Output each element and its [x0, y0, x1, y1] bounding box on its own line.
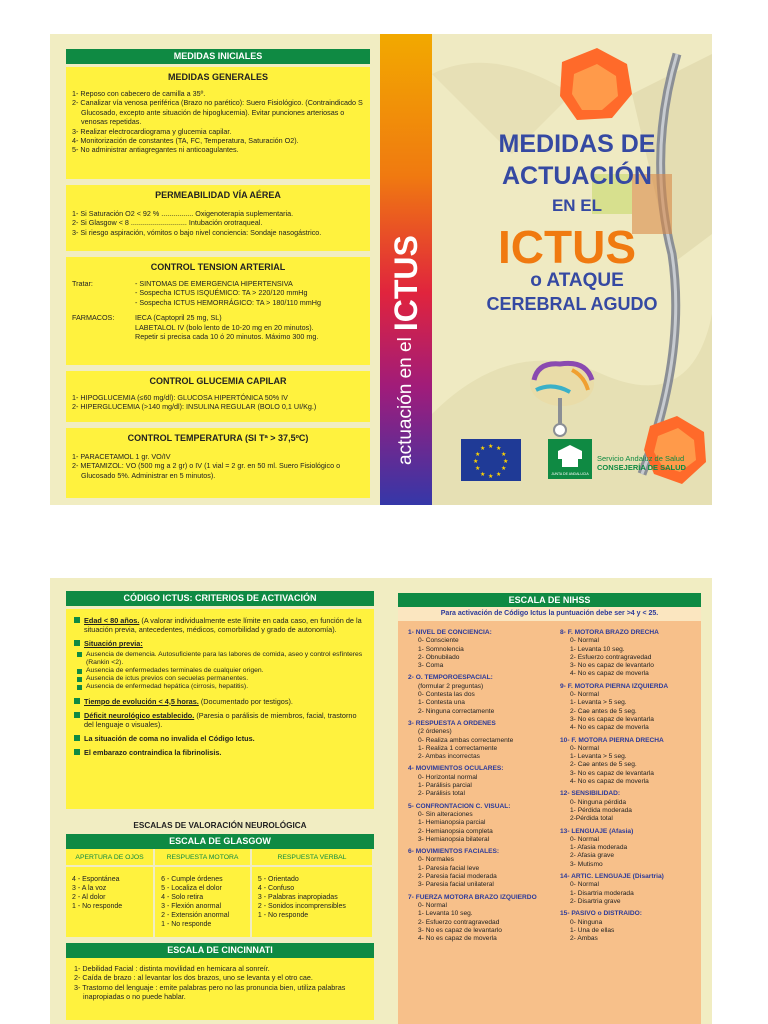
- glasgow-item: 1 - No responde: [161, 921, 212, 928]
- nihss-item-heading: 4- MOVIMIENTOS OCULARES:: [408, 765, 504, 773]
- nihss-left-column: [408, 629, 558, 943]
- glucemia-list: [72, 393, 364, 412]
- list-item: 3- Realizar electrocardiograma y glucemia capilar.: [72, 126, 232, 136]
- glasgow-item: 5 - Localiza el dolor: [161, 885, 222, 892]
- cover-title-line3: EN EL: [551, 196, 603, 215]
- glucemia-box: [66, 371, 370, 422]
- nihss-option: 0- Normal: [570, 835, 599, 843]
- list-item: 1- HIPOGLUCEMIA (≤60 mg/dl): GLUCOSA HIPERTÓNICA 50% IV: [72, 393, 288, 402]
- spine-text-big: ICTUS: [387, 235, 424, 332]
- nihss-option: 2- Cae antes de 5 seg.: [570, 707, 637, 715]
- situacion-previa-item: Ausencia de enfermedad hepática (cirrosis, hepatitis).: [74, 683, 366, 691]
- junta-andalucia-logo: [548, 439, 592, 479]
- svg-text:★: ★: [480, 446, 486, 452]
- tratar-list: [126, 279, 321, 307]
- situacion-previa-item: Ausencia de enfermedades terminales de cualquier origen.: [74, 667, 366, 675]
- brochure-cover: [432, 34, 712, 505]
- nihss-option: 2- Ambas incorrectas: [418, 753, 480, 761]
- nihss-option: 3- No es capaz de levantarlo: [418, 926, 502, 934]
- nihss-option: 0- Ninguna: [570, 918, 603, 926]
- nihss-header: ESCALA DE NIHSS: [398, 593, 701, 607]
- nihss-option: 0- Normal: [570, 637, 599, 645]
- nihss-option: 3- Coma: [418, 662, 444, 670]
- nihss-item-heading: 14- ARTIC. LENGUAJE (Disartria): [560, 873, 664, 881]
- farmacos-label: FARMACOS:: [72, 313, 115, 323]
- glasgow-item: 3 - A la voz: [72, 885, 107, 892]
- nihss-option: 1- Levanta 10 seg.: [418, 910, 473, 918]
- nihss-panel: [398, 593, 701, 1024]
- list-item: IECA (Captopril 25 mg, SL): [135, 313, 222, 323]
- nihss-option: 0- Normal: [570, 744, 599, 752]
- list-item: 1- Si Saturación O2 < 92 % ................ Oxigenoterapia suplementaria.: [72, 209, 294, 218]
- nihss-note: Para activación de Código Ictus la puntuación debe ser >4 y < 25.: [398, 607, 701, 621]
- nihss-option: 3- Hemianopsia bilateral: [418, 835, 490, 843]
- svg-text:★: ★: [488, 474, 494, 480]
- nihss-item-heading: 3- RESPUESTA A ORDENES: [408, 719, 496, 727]
- codigo-ictus-column: [66, 591, 374, 1020]
- criterio-situacion-previa: Situación previa:: [74, 639, 366, 648]
- nihss-option: 3- Paresia facial unilateral: [418, 881, 494, 889]
- via-aerea-list: [72, 209, 364, 237]
- glasgow-item: 5 - Orientado: [257, 876, 299, 883]
- nihss-option: 1- Disartria moderada: [570, 889, 634, 897]
- nihss-item-heading: 15- PASIVO o DISTRAIDO:: [560, 910, 642, 918]
- nihss-item-heading: 10- F. MOTORA PIERNA DRECHA: [560, 736, 664, 744]
- svg-text:★: ★: [503, 459, 509, 465]
- list-item: - Sospecha ICTUS ISQUÉMICO: TA > 220/120 mmHg: [135, 288, 308, 298]
- glasgow-item: 2 - Extensión anormal: [161, 912, 230, 919]
- nihss-item-heading: 7- FUERZA MOTORA BRAZO IZQUIERDO: [408, 893, 537, 901]
- svg-text:★: ★: [501, 466, 507, 472]
- via-aerea-title: PERMEABILIDAD VÍA AÉREA: [155, 190, 281, 200]
- criterio-edad: Edad < 80 años. (A valorar individualmente este límite en cada caso, en función de la situación previa, antecedentes, médicos, comorbilidad y grado de autonomía).: [74, 616, 366, 634]
- list-item: 4- Monitorización de constantes (TA, FC, Temperatura, Saturación O2).: [72, 136, 299, 146]
- nihss-option: 1- Contesta una: [418, 699, 465, 707]
- nihss-option: 3- No es capaz de levantarlo: [570, 662, 654, 670]
- nihss-option: 0- Ninguna pérdida: [570, 798, 627, 806]
- nihss-option: 1- Somnolencia: [418, 645, 464, 653]
- nihss-option: 1- Parálisis parcial: [418, 782, 472, 790]
- nihss-option: 0- Normales: [418, 856, 454, 864]
- nihss-option: (formular 2 preguntas): [418, 682, 484, 690]
- glasgow-item: 4 - Solo retira: [161, 894, 204, 901]
- list-item: Repetir si precisa cada 10 ó 20 minutos. Máximo 300 mg.: [135, 332, 319, 342]
- nihss-item-heading: 9- F. MOTORA PIERNA IZQUIERDA: [560, 682, 669, 690]
- svg-text:★: ★: [473, 459, 479, 465]
- nihss-option: 2- Esfuerzo contragravedad: [418, 918, 500, 926]
- glasgow-col-verbal: RESPUESTA VERBAL: [251, 849, 373, 866]
- list-item: 2- Canalizar vía venosa periférica (Brazo no parético): Suero Fisiológico. (Contraindicado S Glucosado, excepto ante situación de hipoglucemia). Evitar punciones arteriosas o venosas repetidas.: [72, 98, 363, 127]
- list-item: 3- Si riesgo aspiración, vómitos o bajo nivel conciencia: Sondaje nasogástrico.: [72, 227, 322, 237]
- list-item: 2- HIPERGLUCEMIA (>140 mg/dl): INSULINA REGULAR (BOLO 0,1 UI/Kg.): [72, 402, 317, 412]
- criterio-embarazo: El embarazo contraindica la fibrinolisis.: [74, 748, 366, 757]
- sas-line1: Servicio Andaluz de Salud: [597, 454, 685, 463]
- codigo-ictus-header: CÓDIGO ICTUS: CRITERIOS DE ACTIVACIÓN: [66, 591, 374, 606]
- list-item: 2- Si Glasgow < 8 ............................ Intubación orotraqueal.: [72, 218, 263, 228]
- nihss-option: 3- No es capaz de levantarla: [570, 715, 654, 723]
- cover-title-line6: CEREBRAL AGUDO: [486, 294, 658, 314]
- cincinnati-list: [74, 964, 366, 1002]
- nihss-right-column: [560, 629, 700, 943]
- nihss-option: 2- Obnubilado: [418, 653, 460, 661]
- nihss-option: 0- Consciente: [418, 637, 459, 645]
- criterios-box: [66, 609, 374, 809]
- glasgow-motora-list: [154, 866, 251, 937]
- junta-logo-text: JUNTA DE ANDALUCIA: [551, 472, 589, 476]
- cover-title-ictus: ICTUS: [498, 221, 636, 273]
- glasgow-verbal-list: [251, 866, 373, 937]
- glasgow-item: 4 - Confuso: [257, 885, 295, 892]
- glasgow-table: [66, 849, 374, 937]
- nihss-option: 1- Paresia facial leve: [418, 864, 480, 872]
- nihss-option: 4- No es capaz de moverla: [570, 778, 649, 786]
- nihss-option: 0- Horizontal normal: [418, 773, 478, 781]
- medidas-iniciales-header: MEDIDAS INICIALES: [66, 49, 370, 64]
- glasgow-col-motora: RESPUESTA MOTORA: [154, 849, 251, 866]
- tension-title: CONTROL TENSION ARTERIAL: [150, 262, 286, 272]
- nihss-option: 3- Mutismo: [570, 860, 603, 868]
- glasgow-ojos-list: [66, 866, 154, 937]
- criterio-tiempo: Tiempo de evolución < 4,5 horas. (Documentado por testigos).: [74, 697, 366, 706]
- nihss-option: 4- No es capaz de moverla: [570, 670, 649, 678]
- spine-text-small: actuación en el: [395, 337, 416, 465]
- list-item: 1- Reposo con cabecero de camilla a 35º.: [72, 89, 206, 98]
- list-item: LABETALOL IV (bolo lento de 10-20 mg en 20 minutos).: [135, 322, 314, 332]
- nihss-option: 0- Normal: [418, 901, 447, 909]
- temperatura-list: [72, 452, 364, 480]
- nihss-option: 2- Cae antes de 5 seg.: [570, 761, 637, 769]
- cover-title-line1: MEDIDAS DE: [498, 130, 656, 158]
- nihss-option: 2- Afasia grave: [570, 852, 614, 860]
- list-item: - SINTOMAS DE EMERGENCIA HIPERTENSIVA: [135, 279, 293, 288]
- cover-title-line2: ACTUACIÓN: [502, 162, 652, 190]
- nihss-option: 1- Levanta > 5 seg.: [570, 699, 627, 707]
- nihss-option: 1- Realiza 1 correctamente: [418, 744, 498, 752]
- brochure-spine: [380, 34, 432, 505]
- nihss-option: 2- Paresia facial moderada: [418, 873, 497, 881]
- nihss-option: 1- Levanta > 5 seg.: [570, 753, 627, 761]
- glasgow-item: 6 - Cumple órdenes: [161, 876, 223, 883]
- nihss-option: 4- No es capaz de moverla: [570, 724, 649, 732]
- nihss-option: 1- Pérdida moderada: [570, 806, 632, 814]
- medidas-iniciales-column: [66, 49, 370, 498]
- nihss-item-heading: 8- F. MOTORA BRAZO DRECHA: [560, 629, 659, 636]
- situacion-previa-list: [74, 651, 366, 692]
- list-item: 3- Trastorno del lenguaje : emite palabras pero no las pronuncia bien, utiliza palabras inapropiadas o no puede hablar.: [74, 982, 346, 1002]
- nihss-item-heading: 13- LENGUAJE (Afasia): [560, 827, 634, 835]
- list-item: 5- No administrar antiagregantes ni anticoagulantes.: [72, 145, 239, 155]
- nihss-option: 2- Hemianopsia completa: [418, 827, 493, 835]
- nihss-option: 3- No es capaz de levantarla: [570, 769, 654, 777]
- glasgow-item: 3 - Flexión anormal: [161, 903, 222, 910]
- list-item: - Sospecha ICTUS HEMORRÁGICO: TA > 180/110 mmHg: [135, 297, 321, 307]
- glasgow-item: 2 - Sonidos incomprensibles: [257, 903, 346, 910]
- nihss-item-heading: 12- SENSIBILIDAD:: [560, 790, 621, 798]
- nihss-option: 2-Pérdida total: [570, 815, 613, 823]
- nihss-item-heading: 2- O. TEMPOROESPACIAL:: [408, 674, 493, 682]
- eu-flag-logo: [461, 439, 521, 481]
- temperatura-title: CONTROL TEMPERATURA (SI Tª > 37,5ºC): [127, 433, 309, 443]
- medidas-generales-title: MEDIDAS GENERALES: [167, 72, 268, 82]
- cincinnati-header: ESCALA DE CINCINNATI: [66, 943, 374, 958]
- sas-line2: CONSEJERÍA DE SALUD: [597, 463, 686, 472]
- glasgow-header: ESCALA DE GLASGOW: [66, 834, 374, 849]
- criterio-coma: La situación de coma no invalida el Código Ictus.: [74, 734, 366, 743]
- nihss-item-heading: 6- MOVIMIENTOS FACIALES:: [408, 848, 500, 856]
- nihss-option: 2- Ambas: [570, 935, 598, 943]
- farmacos-list: [126, 313, 318, 341]
- situacion-previa-item: Ausencia de ictus previos con secuelas permanentes.: [74, 675, 366, 683]
- escalas-title: ESCALAS DE VALORACIÓN NEUROLÓGICA: [133, 821, 307, 830]
- list-item: 2- METAMIZOL: VO (500 mg a 2 gr) o IV (1 vial = 2 gr. en 50 ml. Suero Fisiológico o Glucosado 5%. Administrar en 5 minutos).: [72, 461, 341, 480]
- nihss-option: 1- Levanta 10 seg.: [570, 645, 625, 653]
- list-item: 1- PARACETAMOL 1 gr. VO/IV: [72, 452, 171, 461]
- svg-text:★: ★: [488, 444, 494, 450]
- nihss-item-heading: 5- CONFRONTACION C. VISUAL:: [408, 802, 511, 810]
- criterio-deficit: Déficit neurológico establecido. (Paresia o parálisis de miembros, facial, trastorno del lenguaje o visuales).: [74, 711, 366, 729]
- cincinnati-box: [66, 958, 374, 1020]
- nihss-option: 2- Esfuerzo contragravedad: [570, 653, 652, 661]
- cover-title-line5: o ATAQUE: [530, 270, 624, 291]
- svg-text:★: ★: [496, 472, 502, 478]
- nihss-option: 2- Parálisis total: [418, 790, 465, 798]
- nihss-option: 4- No es capaz de moverla: [418, 935, 497, 943]
- svg-text:★: ★: [475, 466, 481, 472]
- nihss-item-heading: 1- NIVEL DE CONCIENCIA:: [408, 629, 492, 636]
- list-item: 2- Caída de brazo : al levantar los dos brazos, uno se levanta y el otro cae.: [74, 973, 313, 983]
- medidas-generales-box: [66, 67, 370, 179]
- tratar-label: Tratar:: [72, 279, 93, 288]
- glucemia-title: CONTROL GLUCEMIA CAPILAR: [149, 376, 287, 386]
- svg-text:★: ★: [501, 452, 507, 458]
- medidas-generales-list: [72, 89, 364, 155]
- nihss-option: 0- Normal: [570, 881, 599, 889]
- glasgow-item: 3 - Palabras inapropiadas: [257, 894, 338, 901]
- nihss-option: 0- Normal: [570, 691, 599, 699]
- list-item: 1- Debilidad Facial : distinta movilidad en hemicara al sonreír.: [74, 964, 270, 973]
- temperatura-box: [66, 428, 370, 498]
- situacion-previa-item: Ausencia de demencia. Autosuficiente para las labores de comida, aseo y control esfínteres (Rankin <2).: [74, 651, 366, 667]
- glasgow-item: 1 - No responde: [257, 912, 309, 919]
- nihss-option: (2 órdenes): [418, 728, 452, 736]
- sas-logo-text: [597, 454, 686, 472]
- nihss-option: 2- Ninguna correctamente: [418, 707, 495, 715]
- svg-text:★: ★: [496, 446, 502, 452]
- glasgow-item: 1 - No responde: [72, 903, 123, 910]
- nihss-option: 1- Una de ellas: [570, 926, 615, 934]
- nihss-option: 1- Hemianopsia parcial: [418, 819, 486, 827]
- glasgow-item: 4 - Espontánea: [72, 876, 120, 883]
- glasgow-col-ojos: APERTURA DE OJOS: [66, 849, 154, 866]
- glasgow-item: 2 - Al dolor: [72, 894, 106, 901]
- svg-text:★: ★: [475, 452, 481, 458]
- nihss-option: 2- Disartria grave: [570, 897, 621, 905]
- via-aerea-box: [66, 185, 370, 251]
- nihss-option: 0- Sin alteraciones: [418, 810, 473, 818]
- tension-box: [66, 257, 370, 365]
- nihss-option: 0- Contesta las dos: [418, 691, 475, 699]
- nihss-option: 0- Realiza ambas correctamente: [418, 736, 514, 744]
- svg-text:★: ★: [480, 472, 486, 478]
- nihss-option: 1- Afasia moderada: [570, 844, 628, 852]
